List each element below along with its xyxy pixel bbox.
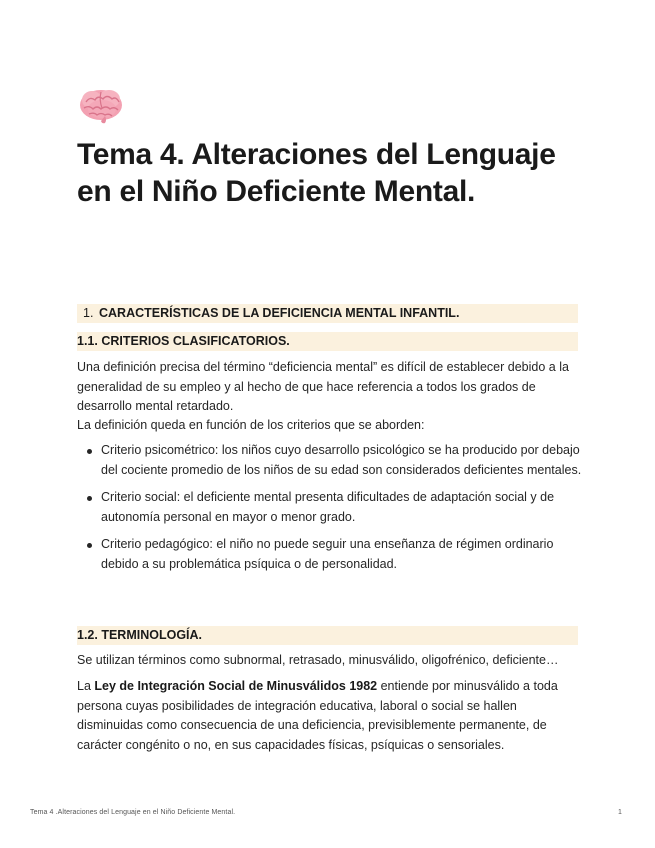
list-item-text: Criterio pedagógico: el niño no puede seguir una enseñanza de régimen ordinario debido a su problemática psíquica o de personalidad. bbox=[101, 537, 554, 571]
section-heading-text: CARACTERÍSTICAS DE LA DEFICIENCIA MENTAL INFANTIL. bbox=[99, 306, 460, 320]
page-title: Tema 4. Alteraciones del Lenguaje en el Niño Deficiente Mental. bbox=[77, 138, 556, 208]
bullet-icon bbox=[87, 543, 92, 548]
list-item bbox=[77, 535, 582, 574]
footer-title: Tema 4 .Alteraciones del Lenguaje en el Niño Deficiente Mental. bbox=[30, 809, 236, 816]
brain-icon bbox=[78, 86, 124, 124]
paragraph-terms: Se utilizan términos como subnormal, retrasado, minusválido, oligofrénico, deficiente… bbox=[77, 653, 559, 667]
bullet-icon bbox=[87, 449, 92, 454]
criteria-list bbox=[77, 441, 582, 582]
list-item-text: Criterio psicométrico: los niños cuyo desarrollo psicológico se ha producido por debajo del cociente promedio de los niños de su edad son considerados deficientes mentales. bbox=[101, 443, 582, 477]
paragraph-definition: Una definición precisa del término “deficiencia mental” es difícil de establecer debido a la generalidad de su empleo y al hecho de que hace referencia a todos los grados de desarrollo mental retardado. bbox=[77, 360, 569, 413]
list-item bbox=[77, 441, 582, 480]
subsection-heading-terminologia: 1.2. TERMINOLOGÍA. bbox=[77, 626, 578, 645]
paragraph-criteria-intro: La definición queda en función de los criterios que se aborden: bbox=[77, 418, 425, 432]
page-number: 1 bbox=[618, 809, 622, 816]
section-number: 1. bbox=[83, 306, 94, 320]
bullet-icon bbox=[87, 496, 92, 501]
section-heading-1 bbox=[77, 304, 578, 323]
paragraph-law bbox=[77, 677, 582, 755]
law-prefix: La bbox=[77, 679, 95, 693]
law-name: Ley de Integración Social de Minusválidos 1982 bbox=[94, 679, 378, 693]
list-item bbox=[77, 488, 582, 527]
list-item-text: Criterio social: el deficiente mental presenta dificultades de adaptación social y de autonomía personal en mayor o menor grado. bbox=[101, 490, 555, 524]
law-text: entiende por minusválido a toda persona cuyas posibilidades de integración educativa, laboral o social se hallen disminuidas como consecuencia de una deficiencia, previsiblemente permanente, de carácter congénito o no, en sus capacidades físicas, psíquicas o sensoriales. bbox=[77, 679, 558, 752]
subsection-heading-criterios: 1.1. CRITERIOS CLASIFICATORIOS. bbox=[77, 332, 578, 351]
